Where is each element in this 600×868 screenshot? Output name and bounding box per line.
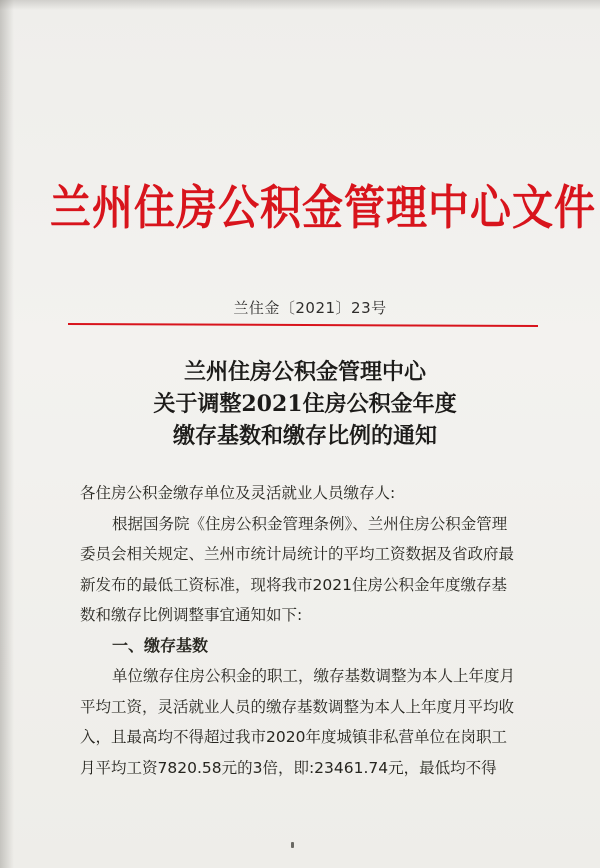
document-body: [80, 478, 550, 783]
section-line: 平均工资，灵活就业人员的缴存基数调整为本人上年度月平均收: [80, 697, 515, 716]
section-line: 入，且最高均不得超过我市2020年度城镇非私营单位在岗职工: [80, 728, 507, 746]
intro-line: 数和缴存比例调整事宜通知如下:: [80, 606, 303, 624]
document-subject: [60, 356, 550, 452]
intro-line: 委员会相关规定、兰州市统计局统计的平均工资数据及省政府最: [80, 545, 515, 563]
salutation: 各住房公积金缴存单位及灵活就业人员缴存人:: [80, 484, 396, 502]
red-separator-line: [68, 323, 538, 327]
section-line: 月平均工资7820.58元的3倍，即:23461.74元，最低均不得: [80, 758, 497, 777]
document-number: 兰住金〔2021〕23号: [233, 299, 387, 317]
page-top-shadow: [0, 0, 600, 10]
page-edge-shadow: [0, 0, 14, 868]
issuer-red-header: 兰州住房公积金管理中心文件: [50, 180, 596, 236]
intro-line: 根据国务院《住房公积金管理条例》、兰州住房公积金管理: [112, 514, 508, 533]
page-speck: [291, 842, 294, 848]
subject-line-3: 缴存基数和缴存比例的通知: [172, 423, 437, 449]
section-line: 单位缴存住房公积金的职工，缴存基数调整为本人上年度月: [112, 667, 516, 685]
intro-line: 新发布的最低工资标准，现将我市2021住房公积金年度缴存基: [80, 575, 507, 594]
section-heading: 一、缴存基数: [112, 635, 209, 655]
subject-line-2: 关于调整2021住房公积金年度: [153, 391, 457, 417]
subject-line-1: 兰州住房公积金管理中心: [183, 359, 426, 385]
